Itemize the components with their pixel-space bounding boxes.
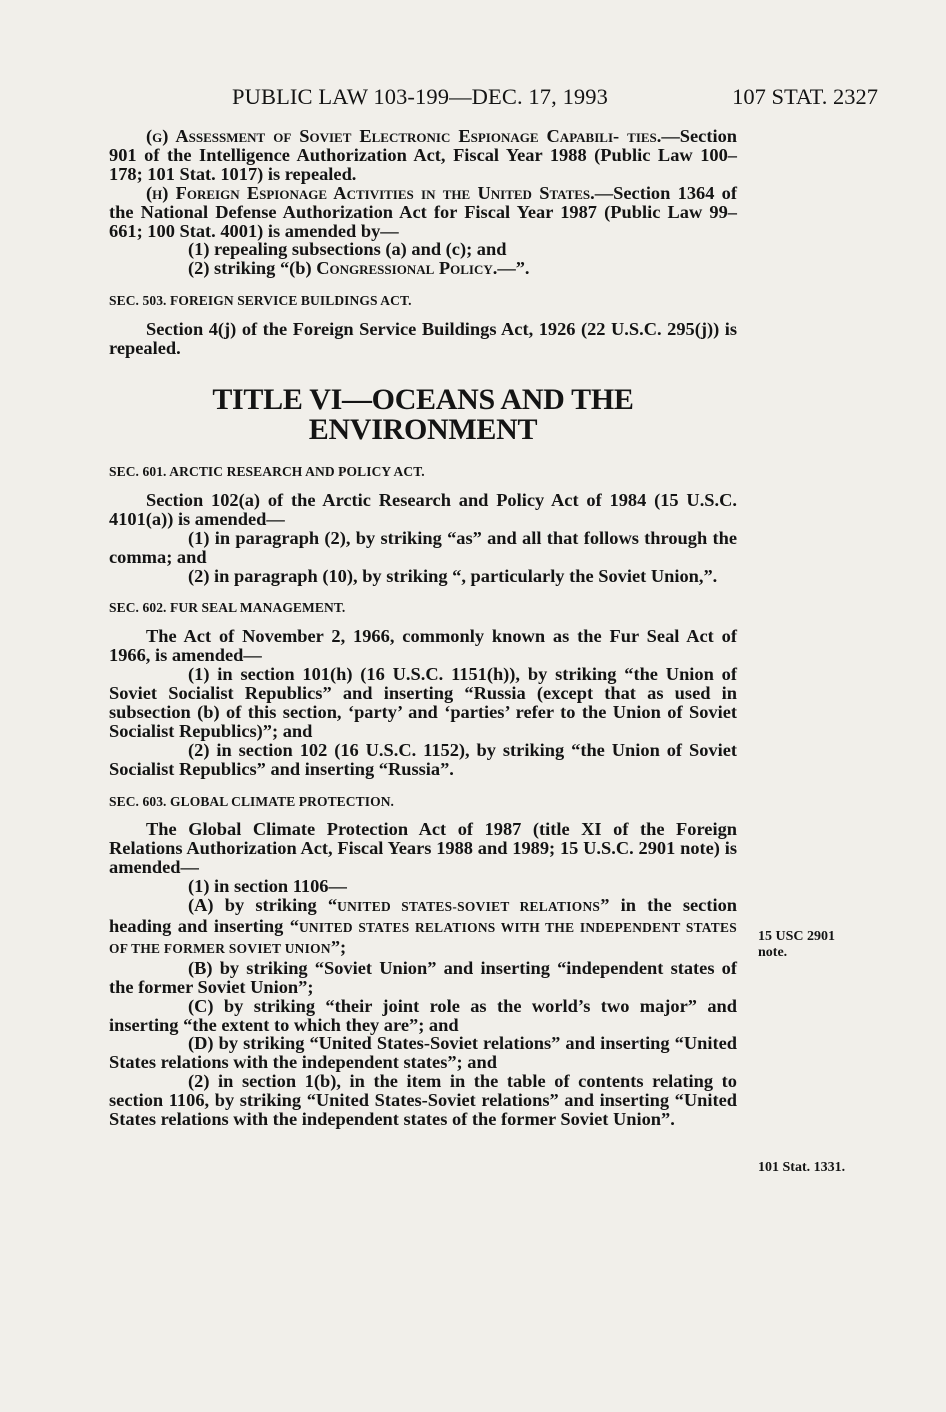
section-601-item-2: (2) in paragraph (10), by striking “, particularly the Soviet Union,”. <box>188 565 718 586</box>
section-601-heading: SEC. 601. ARCTIC RESEARCH AND POLICY ACT. <box>109 463 425 479</box>
subsection-g <box>109 127 737 184</box>
section-503-text: Section 4(j) of the Foreign Service Buildings Act, 1926 (22 U.S.C. 295(j)) is repealed. <box>109 319 737 359</box>
section-602-item-2: (2) in section 102 (16 U.S.C. 1152), by striking “the Union of Soviet Socialist Republics” and inserting “Russia”. <box>109 739 737 779</box>
running-header <box>0 84 946 112</box>
margin-note-1-line-1: 15 USC 2901 <box>758 929 836 944</box>
section-503-heading: SEC. 503. FOREIGN SERVICE BUILDINGS ACT. <box>109 293 412 309</box>
section-603-item-a-mid: ” in the section heading and inserting “ <box>109 895 738 936</box>
subsection-g-label: (g) Assessment of Soviet Electronic Espionage Capabili- <box>146 126 620 146</box>
section-603-item-a-caps-2: UNITED STATES RELATIONS WITH THE INDEPENDENT STATES OF THE FORMER SOVIET UNION <box>109 920 737 956</box>
title-vi-line-2: ENVIRONMENT <box>308 412 538 446</box>
section-602-intro: The Act of November 2, 1966, commonly known as the Fur Seal Act of 1966, is amended— <box>109 626 737 666</box>
subsection-h-text: —Section 1364 of the National Defense Authorization Act for Fiscal Year 1987 (Public Law 99–661; 100 Stat. 4001) is amended by— <box>109 182 737 241</box>
section-603-heading: SEC. 603. GLOBAL CLIMATE PROTECTION. <box>109 793 395 809</box>
section-603-item-a-pre: (A) by striking “ <box>188 895 338 916</box>
section-603-item-d: (D) by striking “United States-Soviet relations” and inserting “United States relations with the independent states”; and <box>109 1033 737 1073</box>
title-vi-heading <box>109 382 737 446</box>
section-603-item-1: (1) in section 1106— <box>188 876 347 897</box>
margin-note-1-line-2: note. <box>758 945 788 960</box>
margin-note-101-stat-1331: 101 Stat. 1331. <box>758 1160 846 1175</box>
subsection-h-label: (h) Foreign Espionage Activities in the United States. <box>146 182 595 203</box>
subsection-h-item-1: (1) repealing subsections (a) and (c); and <box>188 239 507 260</box>
section-603-intro: The Global Climate Protection Act of 1987 (title XI of the Foreign Relations Authorization Act, Fiscal Years 1988 and 1989; 15 U.S.C. 2901 note) is amended— <box>109 819 737 878</box>
subsection-g-label-end: ties. <box>627 126 662 146</box>
section-602-heading: SEC. 602. FUR SEAL MANAGEMENT. <box>109 600 346 616</box>
section-603-item-a-post: ”; <box>330 936 347 957</box>
section-603-item-c: (C) by striking “their joint role as the world’s two major” and inserting “the extent to which they are”; and <box>109 995 737 1035</box>
section-601-item-1: (1) in paragraph (2), by striking “as” and all that follows through the comma; and <box>109 527 737 567</box>
section-601-intro: Section 102(a) of the Arctic Research and Policy Act of 1984 (15 U.S.C. 4101(a)) is amended— <box>109 489 737 529</box>
subsection-g-text: —Section 901 of the Intelligence Authorization Act, Fiscal Year 1988 (Public Law 100–178; 101 Stat. 1017) is repealed. <box>109 126 737 184</box>
document-body <box>109 127 737 1129</box>
title-vi-line-1: TITLE VI—OCEANS AND THE <box>212 382 634 416</box>
subsection-h <box>109 184 737 241</box>
subsection-h-item-2-pre: (2) striking “(b) <box>188 258 317 279</box>
margin-note-15-usc-2901 <box>758 929 835 961</box>
section-603-item-2: (2) in section 1(b), in the item in the table of contents relating to section 1106, by striking “United States-Soviet relations” and inserting “United States relations with the independent states of the former Soviet Union”. <box>109 1071 737 1130</box>
header-title: PUBLIC LAW 103-199—DEC. 17, 1993 <box>232 84 608 109</box>
section-602-item-1: (1) in section 101(h) (16 U.S.C. 1151(h)), by striking “the Union of Soviet Socialist Republics” and inserting “Russia (except that as used in subsection (b) of this section, ‘party’ and ‘parties’ refer to the Union of Soviet Socialist Republics)”; and <box>109 664 737 741</box>
subsection-h-item-2 <box>109 259 737 278</box>
section-603-item-a-caps-1: UNITED STATES-SOVIET RELATIONS <box>337 899 601 915</box>
section-603-item-a <box>109 896 737 959</box>
subsection-h-item-2-caps: Congressional Policy. <box>316 258 498 279</box>
header-stat-page: 107 STAT. 2327 <box>732 84 878 109</box>
section-603-item-b: (B) by striking “Soviet Union” and inserting “independent states of the former Soviet Union”; <box>109 957 737 997</box>
subsection-h-item-2-post: —”. <box>497 258 530 279</box>
